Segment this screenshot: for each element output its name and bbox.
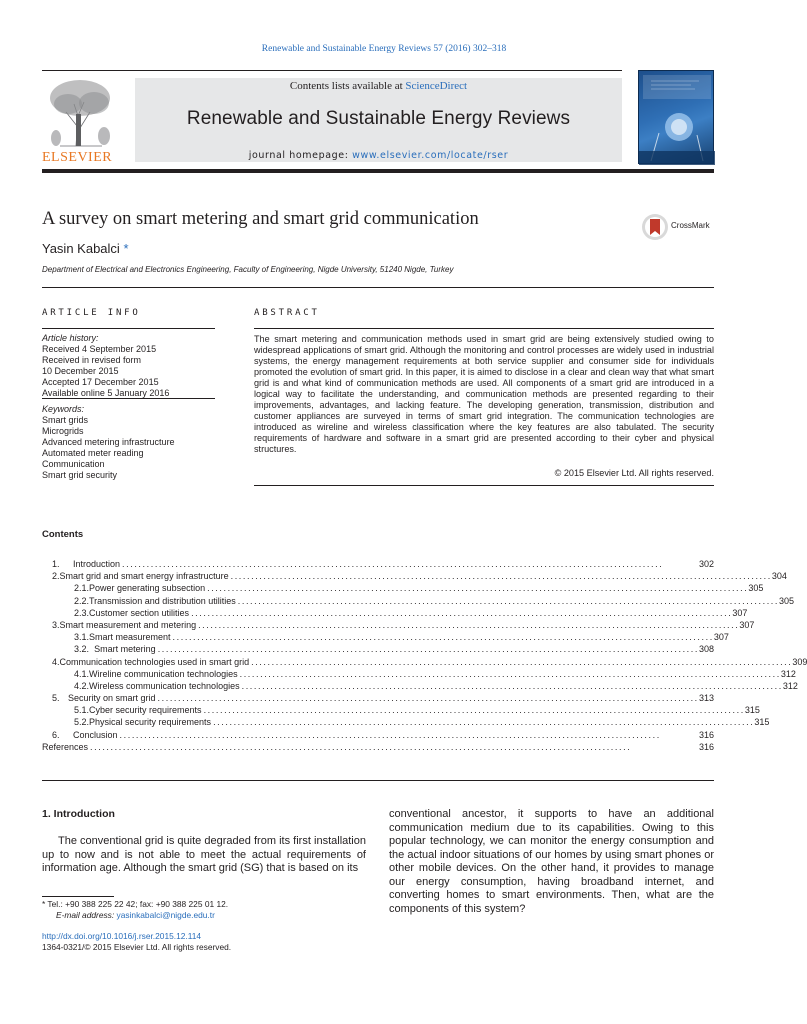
journal-cover-image[interactable]	[638, 70, 714, 164]
toc-leader-dots: ....................................................................................................................................	[198, 619, 740, 630]
toc-entry-number: 5.2.	[74, 717, 90, 728]
doi-link[interactable]: http://dx.doi.org/10.1016/j.rser.2015.12.114	[42, 931, 202, 941]
crossmark-icon	[640, 213, 670, 241]
homepage-link[interactable]: www.elsevier.com/locate/rser	[352, 150, 509, 161]
toc-leader-dots: ....................................................................................................................................	[172, 632, 714, 643]
toc-entry-title[interactable]: Cyber security requirements	[89, 705, 202, 716]
toc-entry-number: 3.2.	[74, 644, 90, 655]
tree-icon	[40, 76, 122, 150]
toc-entry-title[interactable]: Smart measurement and metering	[59, 619, 197, 630]
footnote-rule	[42, 896, 114, 897]
toc-entry[interactable]	[42, 716, 770, 728]
toc-leader-dots: ....................................................................................................................................	[239, 668, 781, 679]
toc-entry-number: 2.2.	[74, 595, 90, 606]
email-link[interactable]: yasinkabalci@nigde.edu.tr	[116, 910, 215, 920]
toc-entry-title[interactable]: Security on smart grid	[67, 693, 156, 704]
toc-entry-title[interactable]: Smart grid and smart energy infrastructure	[59, 571, 229, 582]
author-footnote	[42, 899, 228, 921]
toc-entry[interactable]	[42, 631, 729, 643]
toc-leader-dots: ....................................................................................................................................	[157, 644, 699, 655]
toc-entry-title[interactable]: Wireless communication technologies	[89, 680, 240, 691]
toc-entry[interactable]	[42, 729, 714, 741]
toc-entry-title[interactable]: Power generating subsection	[89, 583, 206, 594]
toc-entry[interactable]	[42, 607, 748, 619]
abstract-copyright: © 2015 Elsevier Ltd. All rights reserved.	[554, 468, 714, 478]
footnote-tel: * Tel.: +90 388 225 22 42; fax: +90 388 225 01 12.	[42, 899, 229, 909]
toc-leader-dots: ....................................................................................................................................	[251, 656, 793, 667]
author-affiliation: Department of Electrical and Electronics Engineering, Faculty of Engineering, Nigde University, 51240 Nigde, Turkey	[42, 265, 454, 274]
cover-art-icon	[639, 71, 715, 165]
toc-entry-page: 315	[744, 705, 760, 716]
article-title: A survey on smart metering and smart grid communication	[42, 209, 479, 229]
toc-leader-dots: ....................................................................................................................................	[237, 595, 780, 606]
toc-entry[interactable]	[42, 619, 755, 631]
history-label: Article history:	[42, 333, 99, 343]
keyword-item: Advanced metering infrastructure	[42, 437, 175, 447]
issn-line: 1364-0321/© 2015 Elsevier Ltd. All rights reserved.	[42, 942, 232, 952]
contents-line	[135, 80, 622, 92]
contents-rule	[42, 780, 714, 781]
toc-entry[interactable]	[42, 656, 807, 668]
journal-title: Renewable and Sustainable Energy Reviews	[186, 108, 571, 129]
toc-leader-dots: ....................................................................................................................................	[122, 559, 664, 569]
toc-entry-number: 2.	[52, 571, 60, 582]
toc-entry[interactable]	[42, 570, 787, 582]
history-item: Accepted 17 December 2015	[42, 377, 159, 387]
footnote-email-line	[42, 910, 228, 921]
author-name	[42, 241, 129, 256]
toc-entry-page: 307	[713, 632, 729, 643]
history-item: Received 4 September 2015	[42, 344, 157, 354]
keyword-item: Automated meter reading	[42, 448, 144, 458]
toc-entry[interactable]	[42, 582, 764, 594]
article-info-heading: ARTICLE INFO	[42, 308, 141, 318]
history-item: Available online 5 January 2016	[42, 388, 170, 398]
toc-entry-page: 305	[748, 583, 764, 594]
toc-entry-title[interactable]: Introduction	[73, 559, 121, 569]
affiliation-rule	[42, 287, 714, 288]
toc-entry[interactable]	[42, 741, 714, 753]
toc-entry-page: 307	[732, 607, 748, 618]
toc-entry[interactable]	[42, 704, 760, 716]
journal-homepage-line	[135, 150, 622, 161]
keyword-item: Smart grids	[42, 415, 89, 425]
keywords-rule	[42, 398, 215, 399]
abstract-text: The smart metering and communication methods used in smart grid are being extensively studied owing to widespread applications of smart grid. Although the monitoring and control processes are widely used in industrial systems, the energy management requirements at both service supplier and consumer side for individuals promoted the evolution of smart grid. In this paper, it is aimed to disclose in a clear and clean way that what smart grid is and what kind of communication methods are used. All components of a smart grid are introduced in a logical way to facilitate the understanding, and communication methods are presented regarding to their improvements, advantages, and lacking feature. The developing generation, transmission, distribution and customer appliances are surveyed in terms of smart grid integration. The communication technologies are introduced as wireline and wireless classification where the key features are also tabulated. The security requirements of hardware and software in a smart grid are presented according to their cyber and physical structures.	[254, 334, 714, 455]
toc-entry-page: 308	[698, 644, 714, 655]
toc-entry-number: 4.1.	[74, 668, 90, 679]
toc-entry-page: 312	[782, 680, 798, 691]
toc-leader-dots: ....................................................................................................................................	[203, 705, 745, 716]
toc-entry-page: 302	[698, 559, 714, 569]
toc-entry-title[interactable]: Wireline communication technologies	[89, 668, 238, 679]
header-thick-rule	[42, 169, 714, 173]
toc-entry-number: 5.	[52, 693, 60, 704]
toc-leader-dots: ....................................................................................................................................	[119, 729, 661, 740]
history-item: Received in revised form	[42, 355, 142, 365]
toc-entry-title[interactable]: References	[42, 741, 89, 752]
homepage-prefix: journal homepage:	[248, 150, 353, 161]
toc-leader-dots: ....................................................................................................................................	[241, 680, 783, 691]
crossmark-label[interactable]: CrossMark	[671, 221, 710, 230]
sciencedirect-link[interactable]: ScienceDirect	[405, 80, 468, 92]
article-info-rule	[42, 328, 215, 329]
contents-prefix: Contents lists available at	[289, 80, 406, 92]
journal-reference-link[interactable]: Renewable and Sustainable Energy Reviews 57 (2016) 302–318	[261, 44, 507, 54]
keywords-list	[42, 404, 215, 481]
introduction-heading: 1. Introduction	[42, 808, 115, 820]
toc-leader-dots: ....................................................................................................................................	[90, 741, 632, 752]
toc-entry-page: 305	[779, 595, 795, 606]
table-of-contents	[42, 558, 807, 753]
toc-entry[interactable]	[42, 643, 714, 655]
toc-entry-number: 2.1.	[74, 583, 90, 594]
toc-entry-number: 3.1.	[74, 632, 90, 643]
abstract-bottom-rule	[254, 485, 714, 486]
introduction-column-2: conventional ancestor, it supports to have an additional communication medium due to its capabilities. Owing to this popular technology, we can monitor the energy consumption and the actual indoor situations of our homes by using smart phones or other mobile devices. On the other hand, it provides to manage our energy consumption, having broadband internet, and converting homes to smart environments. Then, what are the components of this system?	[389, 808, 714, 915]
toc-entry-number: 2.3.	[74, 607, 90, 618]
abstract-rule	[254, 328, 714, 329]
keyword-item: Communication	[42, 459, 105, 469]
toc-entry-title[interactable]: Smart measurement	[89, 632, 171, 643]
toc-entry-number: 4.	[52, 656, 60, 667]
toc-entry-number: 4.2.	[74, 680, 90, 691]
toc-entry-page: 313	[698, 693, 714, 704]
author-text: Yasin Kabalci	[42, 241, 120, 256]
toc-entry-title[interactable]: Transmission and distribution utilities	[89, 595, 236, 606]
toc-entry-page: 312	[780, 668, 796, 679]
toc-entry-title[interactable]: Communication technologies used in smart grid	[59, 656, 250, 667]
toc-leader-dots: ....................................................................................................................................	[191, 607, 733, 618]
toc-entry-number: 5.1.	[74, 705, 90, 716]
toc-entry-title[interactable]: Smart metering	[94, 644, 156, 655]
keyword-item: Smart grid security	[42, 470, 118, 480]
toc-entry-page: 309	[792, 656, 807, 667]
keywords-label: Keywords:	[42, 404, 85, 414]
toc-leader-dots: ....................................................................................................................................	[157, 693, 699, 704]
toc-entry[interactable]	[42, 692, 714, 704]
abstract-heading: ABSTRACT	[254, 308, 320, 318]
toc-entry-title[interactable]: Physical security requirements	[89, 717, 212, 728]
toc-leader-dots: ....................................................................................................................................	[213, 717, 755, 728]
keyword-item: Microgrids	[42, 426, 84, 436]
toc-entry-page: 316	[698, 741, 714, 752]
toc-entry-page: 315	[754, 717, 770, 728]
toc-entry-number: 3.	[52, 619, 60, 630]
contents-heading: Contents	[42, 529, 84, 540]
toc-entry-title[interactable]: Customer section utilities	[89, 607, 190, 618]
header-rule	[42, 70, 622, 71]
toc-leader-dots: ....................................................................................................................................	[207, 583, 749, 594]
toc-entry-page: 304	[771, 571, 787, 582]
article-history	[42, 333, 215, 399]
introduction-column-1: The conventional grid is quite degraded from its first installation up to now and is not able to meet the actual requirements of information age. Although the smart grid (SG) that is based on its	[42, 835, 366, 874]
corresponding-author-mark[interactable]: *	[123, 241, 129, 256]
toc-entry-page: 307	[739, 619, 755, 630]
history-item: 10 December 2015	[42, 366, 119, 376]
toc-entry[interactable]	[42, 668, 796, 680]
email-label: E-mail address:	[56, 910, 117, 920]
toc-entry-number: 6.	[52, 729, 60, 740]
toc-entry-title[interactable]: Conclusion	[73, 729, 118, 740]
toc-entry[interactable]	[42, 558, 714, 570]
toc-entry[interactable]	[42, 680, 798, 692]
toc-entry[interactable]	[42, 595, 795, 607]
toc-entry-number: 1.	[52, 559, 60, 569]
elsevier-wordmark: ELSEVIER	[42, 150, 113, 165]
toc-entry-page: 316	[698, 729, 714, 740]
toc-leader-dots: ....................................................................................................................................	[230, 571, 772, 582]
